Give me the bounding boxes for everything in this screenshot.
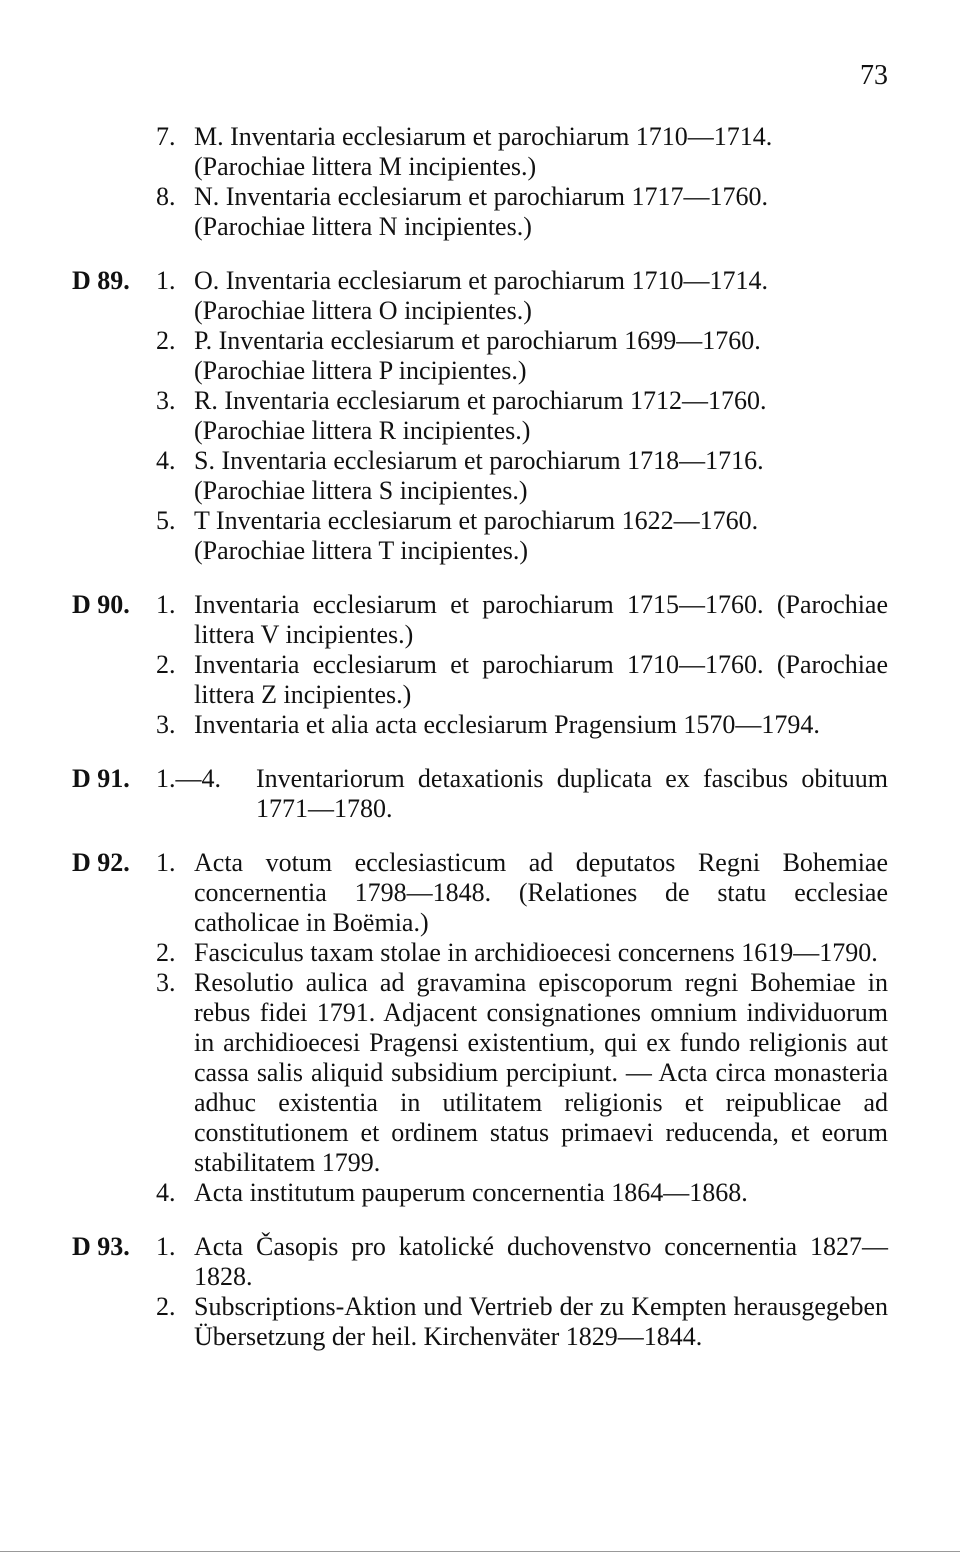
item-number: 7. <box>156 122 176 151</box>
item-text: Inventaria et alia acta ecclesiarum Pragensium 1570—1794. <box>194 710 820 739</box>
item-number: 1.—4. <box>156 764 221 793</box>
item-continuation: (Parochiae littera T incipientes.) <box>194 536 529 565</box>
item-text: Acta institutum pauperum concernentia 1864—1868. <box>194 1178 748 1207</box>
item-text: Acta Časopis pro katolické duchovenstvo concernentia 1827—1828. <box>194 1232 888 1291</box>
item-number: 3. <box>156 386 176 415</box>
item-text: Acta votum ecclesiasticum ad deputatos Regni Bohemiae concernentia 1798—1848. (Relationes de statu ecclesiae catholicae in Boëmia.) <box>194 848 888 937</box>
item-text: T Inventaria ecclesiarum et parochiarum 1622—1760. <box>194 506 759 535</box>
item-text: O. Inventaria ecclesiarum et parochiarum 1710—1714. <box>194 266 768 295</box>
item-text: R. Inventaria ecclesiarum et parochiarum 1712—1760. <box>194 386 767 415</box>
item-continuation: (Parochiae littera R incipientes.) <box>194 416 531 445</box>
inventory-item <box>72 764 888 824</box>
item-text: Inventariorum detaxationis duplicata ex fascibus obituum 1771—1780. <box>256 764 888 823</box>
item-number: 8. <box>156 182 176 211</box>
item-number: 3. <box>156 968 176 997</box>
item-number: 2. <box>156 650 176 679</box>
inventory-item <box>72 266 888 326</box>
item-number: 2. <box>156 1292 176 1321</box>
item-number: 3. <box>156 710 176 739</box>
item-text: S. Inventaria ecclesiarum et parochiarum 1718—1716. <box>194 446 764 475</box>
inventory-group <box>72 590 888 740</box>
inventory-item <box>72 182 888 242</box>
item-number: 2. <box>156 326 176 355</box>
item-text: Subscriptions-Aktion und Vertrieb der zu Kempten herausgegeben Übersetzung der heil. Kirchenväter 1829—1844. <box>194 1292 888 1351</box>
inventory-item <box>72 386 888 446</box>
item-continuation: (Parochiae littera S incipientes.) <box>194 476 528 505</box>
inventory-item <box>72 506 888 566</box>
item-number: 4. <box>156 1178 176 1207</box>
inventory-group <box>72 1232 888 1352</box>
inventory-item <box>72 938 888 968</box>
item-number: 2. <box>156 938 176 967</box>
inventory-item <box>72 446 888 506</box>
group-code: D 90. <box>72 590 130 619</box>
inventory-item <box>72 1292 888 1352</box>
item-number: 4. <box>156 446 176 475</box>
inventory-item <box>72 710 888 740</box>
item-continuation: (Parochiae littera O incipientes.) <box>194 296 532 325</box>
group-code: D 91. <box>72 764 130 793</box>
inventory-item <box>72 968 888 1178</box>
item-number: 1. <box>156 266 176 295</box>
page-bottom-edge <box>0 1551 960 1552</box>
item-number: 1. <box>156 848 176 877</box>
group-code: D 93. <box>72 1232 130 1261</box>
group-code: D 92. <box>72 848 130 877</box>
inventory-item <box>72 122 888 182</box>
inventory-item <box>72 590 888 650</box>
item-continuation: (Parochiae littera M incipientes.) <box>194 152 537 181</box>
item-number: 1. <box>156 590 176 619</box>
inventory-item <box>72 1232 888 1292</box>
item-text: N. Inventaria ecclesiarum et parochiarum 1717—1760. <box>194 182 768 211</box>
inventory-item <box>72 848 888 938</box>
document-body <box>72 122 888 1376</box>
group-code: D 89. <box>72 266 130 295</box>
item-text: Resolutio aulica ad gravamina episcoporum regni Bohemiae in rebus fidei 1791. Adjacent consignationes omnium individuorum in archidioecesi Pragensi existentium, qui ex fundo religionis aut cassa salis aliquid subsidium percipiunt. — Acta circa monasteria adhuc existentia in utilitatem religionis et reipublicae ad constitutionem et ordinem status primaevi reducenda, et eorum stabilitatem 1799. <box>194 968 888 1177</box>
item-continuation: (Parochiae littera N incipientes.) <box>194 212 532 241</box>
item-text: Inventaria ecclesiarum et parochiarum 1710—1760. (Parochiae littera Z incipientes.) <box>194 650 888 709</box>
inventory-group <box>72 266 888 566</box>
item-text: Inventaria ecclesiarum et parochiarum 1715—1760. (Parochiae littera V incipientes.) <box>194 590 888 649</box>
item-continuation: (Parochiae littera P incipientes.) <box>194 356 527 385</box>
item-text: Fasciculus taxam stolae in archidioecesi concernens 1619—1790. <box>194 938 878 967</box>
page-number: 73 <box>860 60 888 91</box>
inventory-item <box>72 1178 888 1208</box>
item-text: M. Inventaria ecclesiarum et parochiarum 1710—1714. <box>194 122 773 151</box>
item-text: P. Inventaria ecclesiarum et parochiarum 1699—1760. <box>194 326 761 355</box>
inventory-item <box>72 650 888 710</box>
inventory-group <box>72 764 888 824</box>
inventory-item <box>72 326 888 386</box>
inventory-group <box>72 848 888 1208</box>
inventory-group <box>72 122 888 242</box>
item-number: 1. <box>156 1232 176 1261</box>
item-number: 5. <box>156 506 176 535</box>
